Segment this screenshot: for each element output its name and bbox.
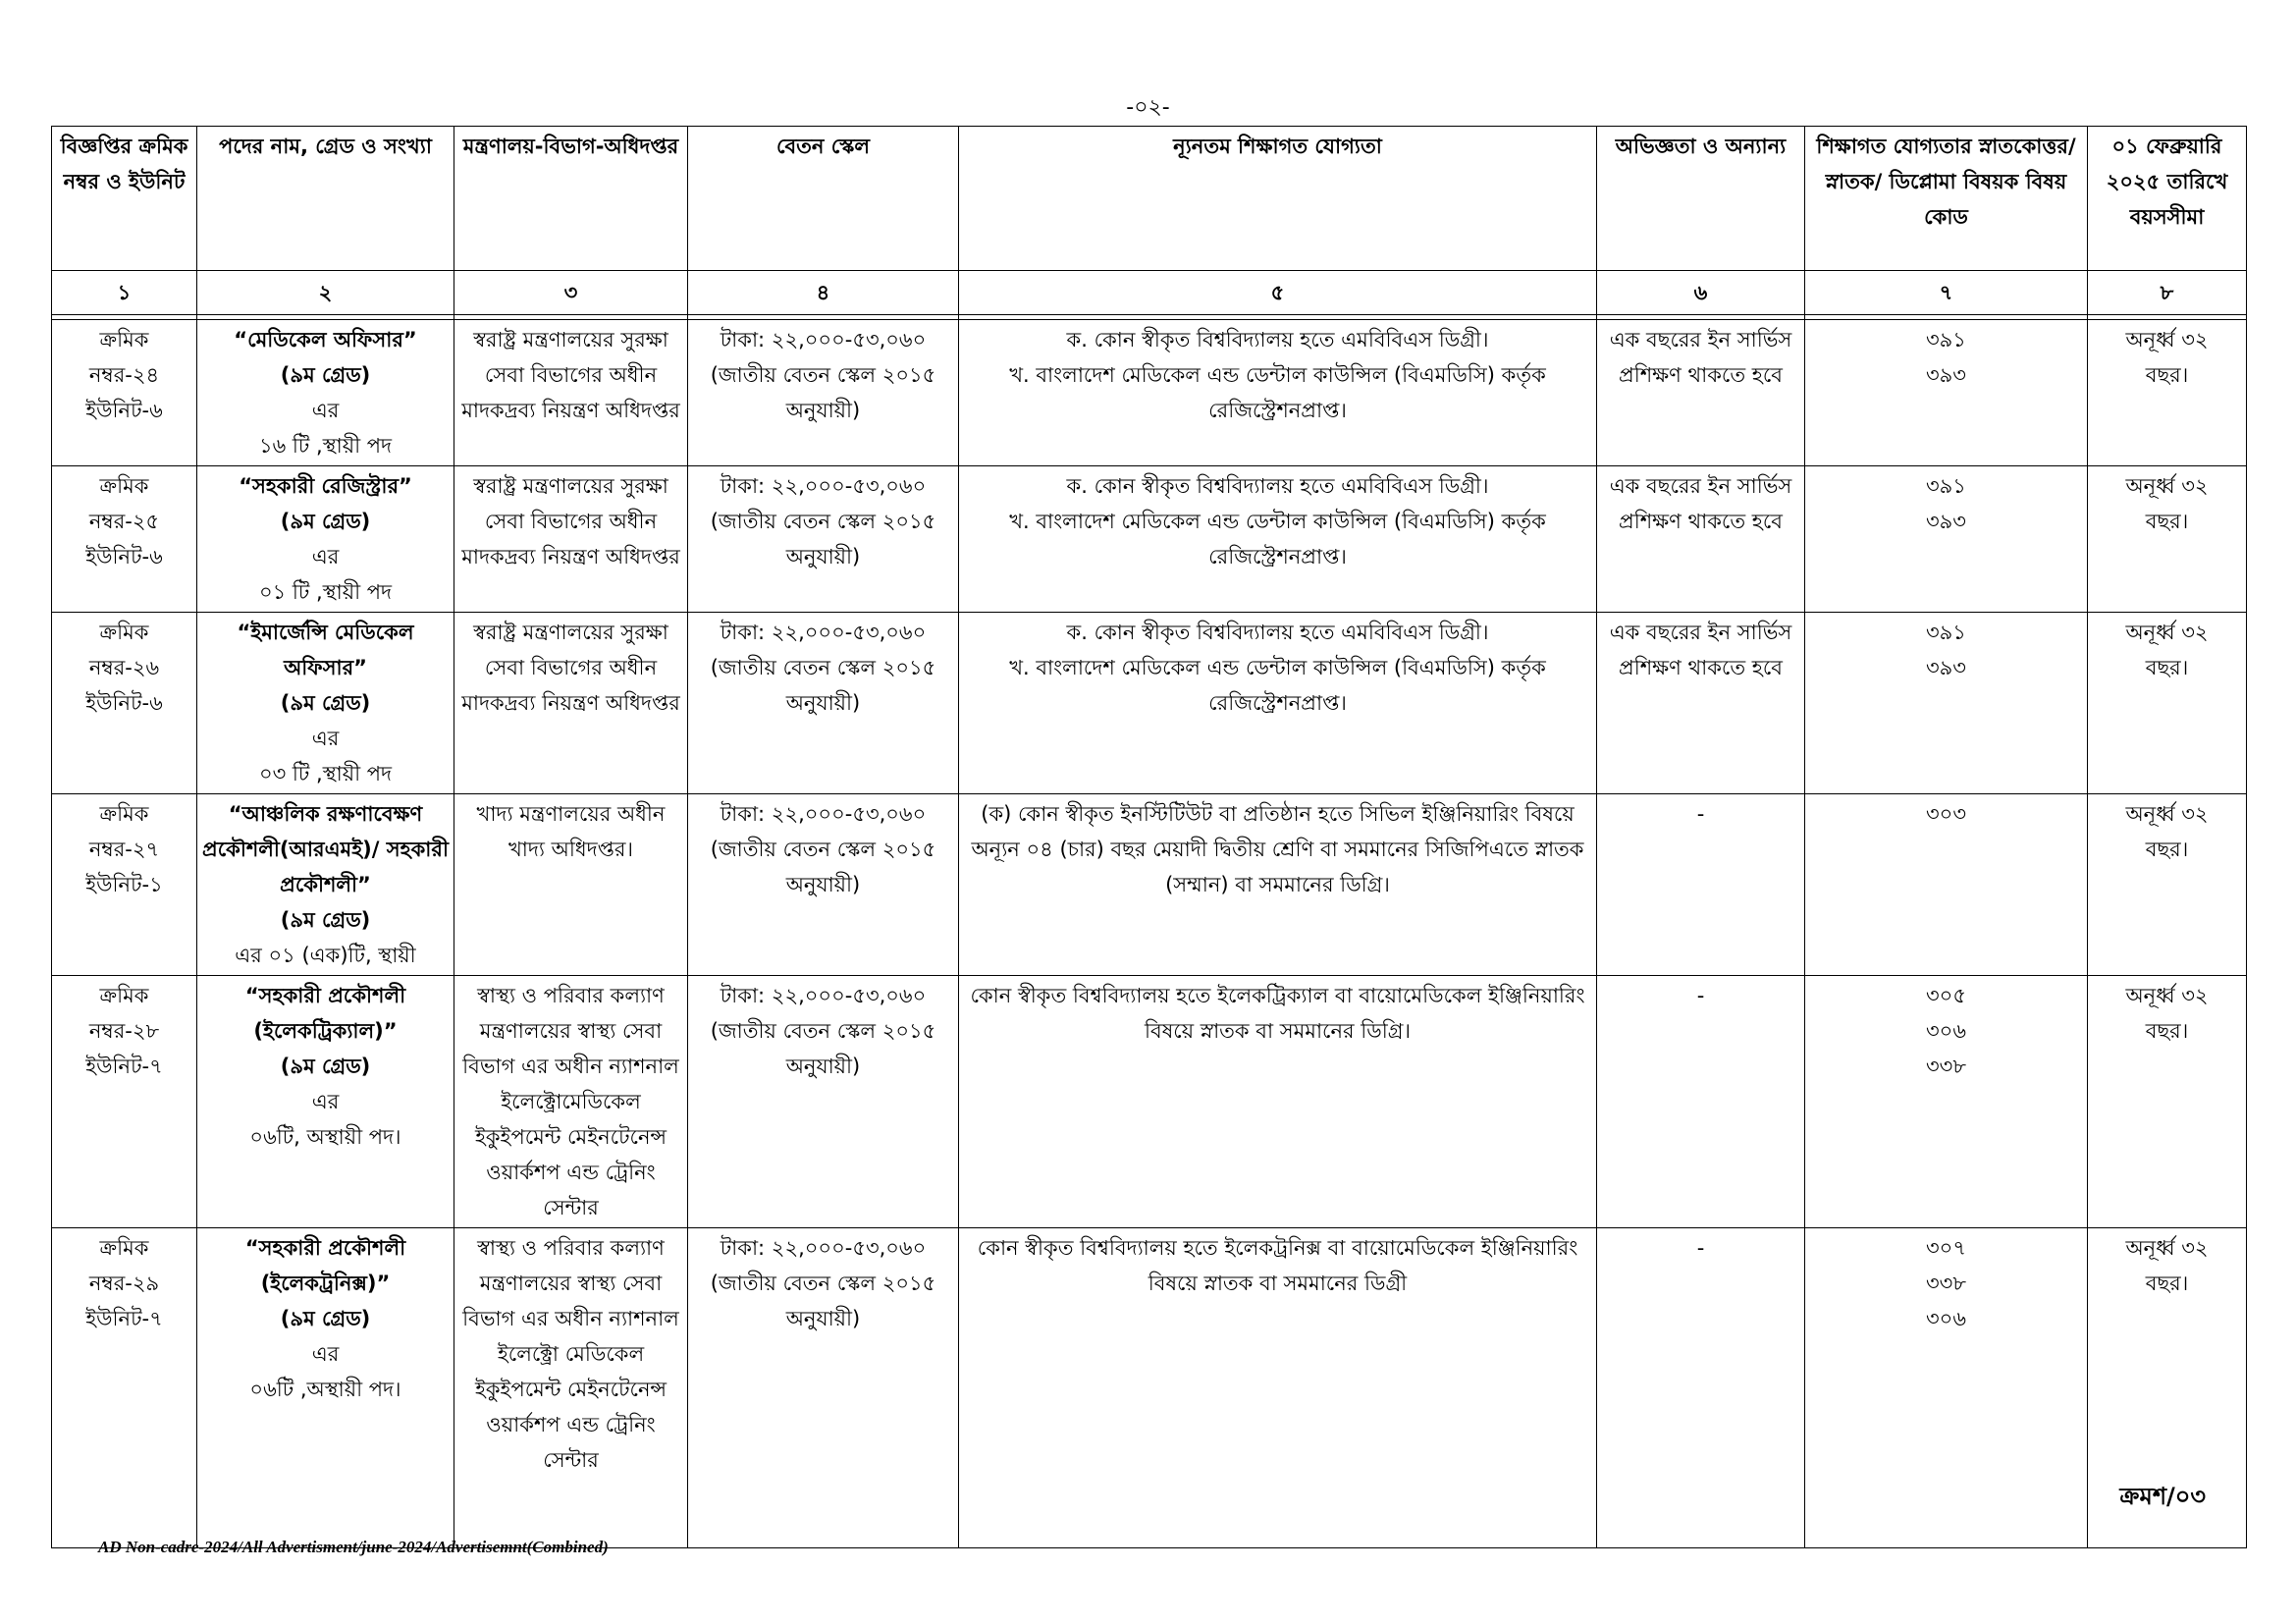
ministry-cell bbox=[454, 466, 688, 613]
serial-line: ক্রমিক bbox=[99, 802, 149, 826]
pay-scale-line: (জাতীয় বেতন স্কেল ২০১৫ bbox=[710, 656, 936, 679]
column-number: ৪ bbox=[688, 271, 959, 315]
serial-cell bbox=[52, 794, 197, 976]
post-grade: (৯ম গ্রেড) bbox=[280, 1055, 371, 1078]
pay-scale-line: অনুযায়ী) bbox=[785, 1307, 861, 1330]
experience-text: এক বছরের ইন সার্ভিস প্রশিক্ষণ থাকতে হবে bbox=[1609, 474, 1792, 533]
qualification-cell bbox=[959, 976, 1597, 1228]
age-limit-cell bbox=[2088, 466, 2247, 613]
subject-code: ৩৯১ bbox=[1926, 621, 1966, 644]
pay-scale-line: (জাতীয় বেতন স্কেল ২০১৫ bbox=[710, 838, 936, 861]
table-row bbox=[52, 613, 2247, 794]
serial-cell bbox=[52, 320, 197, 466]
header-pay-scale: বেতন স্কেল bbox=[688, 127, 959, 271]
subject-code: ৩৯৩ bbox=[1926, 363, 1966, 387]
post-count-line: এর bbox=[311, 727, 340, 750]
qualification-line: ক. কোন স্বীকৃত বিশ্ববিদ্যালয় হতে এমবিবিএস ডিগ্রী। bbox=[1066, 474, 1489, 498]
ministry-cell bbox=[454, 1228, 688, 1548]
ministry-cell bbox=[454, 613, 688, 794]
qualification-line: কোন স্বীকৃত বিশ্ববিদ্যালয় হতে ইলেকট্রনিক্স বা বায়োমেডিকেল ইঞ্জিনিয়ারিং বিষয়ে স্নাতক বা সমমানের ডিগ্রী bbox=[977, 1236, 1578, 1295]
post-count-line: এর ০১ (এক)টি, স্থায়ী bbox=[235, 944, 416, 967]
post-count-line: ০৬টি ,অস্থায়ী পদ। bbox=[249, 1378, 401, 1401]
age-limit-line: অনূর্ধ্ব ৩২ bbox=[2125, 984, 2209, 1007]
subject-code: ৩০৬ bbox=[1926, 1019, 1966, 1043]
post-count-line: ১৬ টি ,স্থায়ী পদ bbox=[258, 434, 393, 458]
experience-text: এক বছরের ইন সার্ভিস প্রশিক্ষণ থাকতে হবে bbox=[1609, 328, 1792, 387]
qualification-cell bbox=[959, 1228, 1597, 1548]
subject-code-cell bbox=[1805, 1228, 2088, 1548]
post-grade: (৯ম গ্রেড) bbox=[280, 908, 371, 932]
column-number: ১ bbox=[52, 271, 197, 315]
serial-line: নম্বর-২৪ bbox=[88, 363, 160, 387]
post-cell bbox=[197, 976, 454, 1228]
age-limit-line: বছর। bbox=[2145, 838, 2189, 861]
post-count-line: এর bbox=[311, 1342, 340, 1366]
age-limit-line: অনূর্ধ্ব ৩২ bbox=[2125, 328, 2209, 352]
subject-code-cell bbox=[1805, 320, 2088, 466]
experience-cell bbox=[1597, 976, 1805, 1228]
post-grade: (৯ম গ্রেড) bbox=[280, 363, 371, 387]
qualification-line: খ. বাংলাদেশ মেডিকেল এন্ড ডেন্টাল কাউন্সিল (বিএমডিসি) কর্তৃক রেজিস্ট্রেশনপ্রাপ্ত। bbox=[1009, 363, 1546, 422]
pay-scale-cell bbox=[688, 794, 959, 976]
age-limit-line: বছর। bbox=[2145, 656, 2189, 679]
experience-text: - bbox=[1696, 802, 1705, 826]
subject-code: ৩৩৮ bbox=[1926, 1272, 1966, 1295]
subject-code: ৩৯৩ bbox=[1926, 510, 1966, 533]
serial-line: ইউনিট-৬ bbox=[85, 545, 163, 568]
qualification-cell bbox=[959, 320, 1597, 466]
serial-cell bbox=[52, 1228, 197, 1548]
pay-scale-line: টাকা: ২২,০০০-৫৩,০৬০ bbox=[720, 621, 927, 644]
qualification-line: (ক) কোন স্বীকৃত ইনস্টিটিউট বা প্রতিষ্ঠান হতে সিভিল ইঞ্জিনিয়ারিং বিষয়ে অন্যূন ০৪ (চার) বছর মেয়াদী দ্বিতীয় শ্রেণি বা সমমানের সিজিপিএতে স্নাতক (সম্মান) বা সমমানের ডিগ্রি। bbox=[971, 802, 1584, 896]
serial-line: নম্বর-২৭ bbox=[88, 838, 160, 861]
serial-line: ইউনিট-৬ bbox=[85, 691, 163, 715]
subject-code: ৩৩৮ bbox=[1926, 1055, 1966, 1078]
post-cell bbox=[197, 794, 454, 976]
post-title: “আঞ্চলিক রক্ষণাবেক্ষণ প্রকৌশলী(আরএমই)/ সহকারী প্রকৌশলী” bbox=[202, 802, 449, 896]
qualification-line: খ. বাংলাদেশ মেডিকেল এন্ড ডেন্টাল কাউন্সিল (বিএমডিসি) কর্তৃক রেজিস্ট্রেশনপ্রাপ্ত। bbox=[1009, 656, 1546, 715]
post-grade: (৯ম গ্রেড) bbox=[280, 1307, 371, 1330]
post-count-line: ০৬টি, অস্থায়ী পদ। bbox=[249, 1125, 401, 1149]
pay-scale-line: অনুযায়ী) bbox=[785, 691, 861, 715]
serial-line: ক্রমিক bbox=[99, 1236, 149, 1260]
age-limit-line: বছর। bbox=[2145, 1019, 2189, 1043]
pay-scale-line: (জাতীয় বেতন স্কেল ২০১৫ bbox=[710, 1272, 936, 1295]
serial-cell bbox=[52, 613, 197, 794]
table-row bbox=[52, 976, 2247, 1228]
post-cell bbox=[197, 1228, 454, 1548]
pay-scale-cell bbox=[688, 320, 959, 466]
header-age-limit: ০১ ফেব্রুয়ারি ২০২৫ তারিখে বয়সসীমা bbox=[2088, 127, 2247, 271]
serial-line: ইউনিট-৭ bbox=[85, 1055, 163, 1078]
post-cell bbox=[197, 466, 454, 613]
post-title: “মেডিকেল অফিসার” bbox=[234, 328, 417, 352]
serial-line: ইউনিট-১ bbox=[85, 873, 163, 896]
age-limit-line: বছর। bbox=[2145, 510, 2189, 533]
post-cell bbox=[197, 613, 454, 794]
table-row bbox=[52, 794, 2247, 976]
header-serial: বিজ্ঞপ্তির ক্রমিক নম্বর ও ইউনিট bbox=[52, 127, 197, 271]
recruitment-table bbox=[51, 126, 2247, 1548]
age-limit-cell bbox=[2088, 613, 2247, 794]
age-limit-cell bbox=[2088, 320, 2247, 466]
header-ministry: মন্ত্রণালয়-বিভাগ-অধিদপ্তর bbox=[454, 127, 688, 271]
ministry-text: স্বরাষ্ট্র মন্ত্রণালয়ের সুরক্ষা সেবা বিভাগের অধীন মাদকদ্রব্য নিয়ন্ত্রণ অধিদপ্তর bbox=[461, 328, 680, 422]
post-cell bbox=[197, 320, 454, 466]
ministry-cell bbox=[454, 320, 688, 466]
pay-scale-cell bbox=[688, 1228, 959, 1548]
pay-scale-line: টাকা: ২২,০০০-৫৩,০৬০ bbox=[720, 328, 927, 352]
qualification-cell bbox=[959, 613, 1597, 794]
post-count-line: ০১ টি ,স্থায়ী পদ bbox=[258, 580, 393, 604]
subject-code: ৩০৬ bbox=[1926, 1307, 1966, 1330]
age-limit-line: অনূর্ধ্ব ৩২ bbox=[2125, 802, 2209, 826]
post-title: “সহকারী রেজিস্ট্রার” bbox=[239, 474, 412, 498]
pay-scale-line: টাকা: ২২,০০০-৫৩,০৬০ bbox=[720, 474, 927, 498]
subject-code-cell bbox=[1805, 466, 2088, 613]
qualification-line: কোন স্বীকৃত বিশ্ববিদ্যালয় হতে ইলেকট্রিক্যাল বা বায়োমেডিকেল ইঞ্জিনিয়ারিং বিষয়ে স্নাতক বা সমমানের ডিগ্রি। bbox=[970, 984, 1585, 1043]
subject-code-cell bbox=[1805, 794, 2088, 976]
pay-scale-line: টাকা: ২২,০০০-৫৩,০৬০ bbox=[720, 984, 927, 1007]
serial-line: নম্বর-২৮ bbox=[88, 1019, 160, 1043]
serial-line: নম্বর-২৯ bbox=[88, 1272, 160, 1295]
header-subject-code: শিক্ষাগত যোগ্যতার স্নাতকোত্তর/স্নাতক/ ডিপ্লোমা বিষয়ক বিষয় কোড bbox=[1805, 127, 2088, 271]
pay-scale-cell bbox=[688, 466, 959, 613]
experience-text: - bbox=[1696, 1236, 1705, 1260]
header-post: পদের নাম, গ্রেড ও সংখ্যা bbox=[197, 127, 454, 271]
pay-scale-line: অনুযায়ী) bbox=[785, 545, 861, 568]
ministry-text: স্বাস্থ্য ও পরিবার কল্যাণ মন্ত্রণালয়ের স্বাস্থ্য সেবা বিভাগ এর অধীন ন্যাশনাল ইলেক্ট্রো মেডিকেল ইকুইপমেন্ট মেইনটেনেন্স ওয়ার্কশপ এন্ড ট্রেনিং সেন্টার bbox=[462, 1236, 679, 1472]
experience-cell bbox=[1597, 1228, 1805, 1548]
column-number: ৩ bbox=[454, 271, 688, 315]
table-row bbox=[52, 466, 2247, 613]
pay-scale-cell bbox=[688, 976, 959, 1228]
age-limit-cell bbox=[2088, 976, 2247, 1228]
experience-cell bbox=[1597, 613, 1805, 794]
serial-cell bbox=[52, 466, 197, 613]
header-row bbox=[52, 127, 2247, 271]
serial-line: নম্বর-২৬ bbox=[88, 656, 160, 679]
ministry-text: খাদ্য মন্ত্রণালয়ের অধীন খাদ্য অধিদপ্তর। bbox=[476, 802, 666, 861]
column-number-row bbox=[52, 271, 2247, 315]
qualification-cell bbox=[959, 794, 1597, 976]
page-number: -০২- bbox=[1126, 95, 1170, 120]
age-limit-line: অনূর্ধ্ব ৩২ bbox=[2125, 474, 2209, 498]
subject-code: ৩০৭ bbox=[1926, 1236, 1966, 1260]
pay-scale-line: (জাতীয় বেতন স্কেল ২০১৫ bbox=[710, 510, 936, 533]
qualification-line: ক. কোন স্বীকৃত বিশ্ববিদ্যালয় হতে এমবিবিএস ডিগ্রী। bbox=[1066, 621, 1489, 644]
column-number: ৭ bbox=[1805, 271, 2088, 315]
file-path: AD Non-cadre-2024/All Advertisment/june-2024/Advertisemnt(Combined) bbox=[98, 1538, 609, 1556]
pay-scale-line: টাকা: ২২,০০০-৫৩,০৬০ bbox=[720, 1236, 927, 1260]
pay-scale-line: অনুযায়ী) bbox=[785, 1055, 861, 1078]
experience-cell bbox=[1597, 320, 1805, 466]
continued-label: ক্রমশ/০৩ bbox=[2119, 1483, 2206, 1510]
subject-code: ৩৯১ bbox=[1926, 474, 1966, 498]
post-count-line: ০৩ টি ,স্থায়ী পদ bbox=[258, 762, 393, 785]
subject-code: ৩০৫ bbox=[1926, 984, 1966, 1007]
column-number: ৬ bbox=[1597, 271, 1805, 315]
post-title: “সহকারী প্রকৌশলী (ইলেকট্রিক্যাল)” bbox=[244, 984, 406, 1043]
ministry-text: স্বরাষ্ট্র মন্ত্রণালয়ের সুরক্ষা সেবা বিভাগের অধীন মাদকদ্রব্য নিয়ন্ত্রণ অধিদপ্তর bbox=[461, 621, 680, 715]
pay-scale-line: অনুযায়ী) bbox=[785, 399, 861, 422]
pay-scale-line: (জাতীয় বেতন স্কেল ২০১৫ bbox=[710, 363, 936, 387]
experience-text: এক বছরের ইন সার্ভিস প্রশিক্ষণ থাকতে হবে bbox=[1609, 621, 1792, 679]
post-grade: (৯ম গ্রেড) bbox=[280, 691, 371, 715]
ministry-cell bbox=[454, 976, 688, 1228]
serial-line: ক্রমিক bbox=[99, 328, 149, 352]
column-number: ৫ bbox=[959, 271, 1597, 315]
serial-line: ক্রমিক bbox=[99, 474, 149, 498]
serial-line: ক্রমিক bbox=[99, 984, 149, 1007]
column-number: ২ bbox=[197, 271, 454, 315]
post-title: “সহকারী প্রকৌশলী (ইলেকট্রনিক্স)” bbox=[244, 1236, 406, 1295]
serial-cell bbox=[52, 976, 197, 1228]
age-limit-cell bbox=[2088, 794, 2247, 976]
post-count-line: এর bbox=[311, 1090, 340, 1113]
table-row bbox=[52, 320, 2247, 466]
ministry-text: স্বরাষ্ট্র মন্ত্রণালয়ের সুরক্ষা সেবা বিভাগের অধীন মাদকদ্রব্য নিয়ন্ত্রণ অধিদপ্তর bbox=[461, 474, 680, 568]
serial-line: ইউনিট-৬ bbox=[85, 399, 163, 422]
serial-line: ইউনিট-৭ bbox=[85, 1307, 163, 1330]
table-row bbox=[52, 1228, 2247, 1548]
age-limit-line: বছর। bbox=[2145, 1272, 2189, 1295]
subject-code: ৩৯১ bbox=[1926, 328, 1966, 352]
qualification-line: ক. কোন স্বীকৃত বিশ্ববিদ্যালয় হতে এমবিবিএস ডিগ্রী। bbox=[1066, 328, 1489, 352]
pay-scale-cell bbox=[688, 613, 959, 794]
pay-scale-line: (জাতীয় বেতন স্কেল ২০১৫ bbox=[710, 1019, 936, 1043]
subject-code: ৩৯৩ bbox=[1926, 656, 1966, 679]
subject-code-cell bbox=[1805, 613, 2088, 794]
age-limit-line: অনূর্ধ্ব ৩২ bbox=[2125, 621, 2209, 644]
qualification-line: খ. বাংলাদেশ মেডিকেল এন্ড ডেন্টাল কাউন্সিল (বিএমডিসি) কর্তৃক রেজিস্ট্রেশনপ্রাপ্ত। bbox=[1009, 510, 1546, 568]
post-count-line: এর bbox=[311, 545, 340, 568]
experience-text: - bbox=[1696, 984, 1705, 1007]
experience-cell bbox=[1597, 794, 1805, 976]
subject-code: ৩০৩ bbox=[1926, 802, 1966, 826]
header-qualification: ন্যূনতম শিক্ষাগত যোগ্যতা bbox=[959, 127, 1597, 271]
post-grade: (৯ম গ্রেড) bbox=[280, 510, 371, 533]
serial-line: ক্রমিক bbox=[99, 621, 149, 644]
post-title: “ইমার্জেন্সি মেডিকেল অফিসার” bbox=[237, 621, 414, 679]
age-limit-line: অনূর্ধ্ব ৩২ bbox=[2125, 1236, 2209, 1260]
header-experience: অভিজ্ঞতা ও অন্যান্য bbox=[1597, 127, 1805, 271]
subject-code-cell bbox=[1805, 976, 2088, 1228]
ministry-text: স্বাস্থ্য ও পরিবার কল্যাণ মন্ত্রণালয়ের স্বাস্থ্য সেবা বিভাগ এর অধীন ন্যাশনাল ইলেক্ট্রোমেডিকেল ইকুইপমেন্ট মেইনটেনেন্স ওয়ার্কশপ এন্ড ট্রেনিং সেন্টার bbox=[462, 984, 679, 1219]
pay-scale-line: অনুযায়ী) bbox=[785, 873, 861, 896]
serial-line: নম্বর-২৫ bbox=[88, 510, 160, 533]
pay-scale-line: টাকা: ২২,০০০-৫৩,০৬০ bbox=[720, 802, 927, 826]
age-limit-line: বছর। bbox=[2145, 363, 2189, 387]
column-number: ৮ bbox=[2088, 271, 2247, 315]
qualification-cell bbox=[959, 466, 1597, 613]
experience-cell bbox=[1597, 466, 1805, 613]
post-count-line: এর bbox=[311, 399, 340, 422]
ministry-cell bbox=[454, 794, 688, 976]
